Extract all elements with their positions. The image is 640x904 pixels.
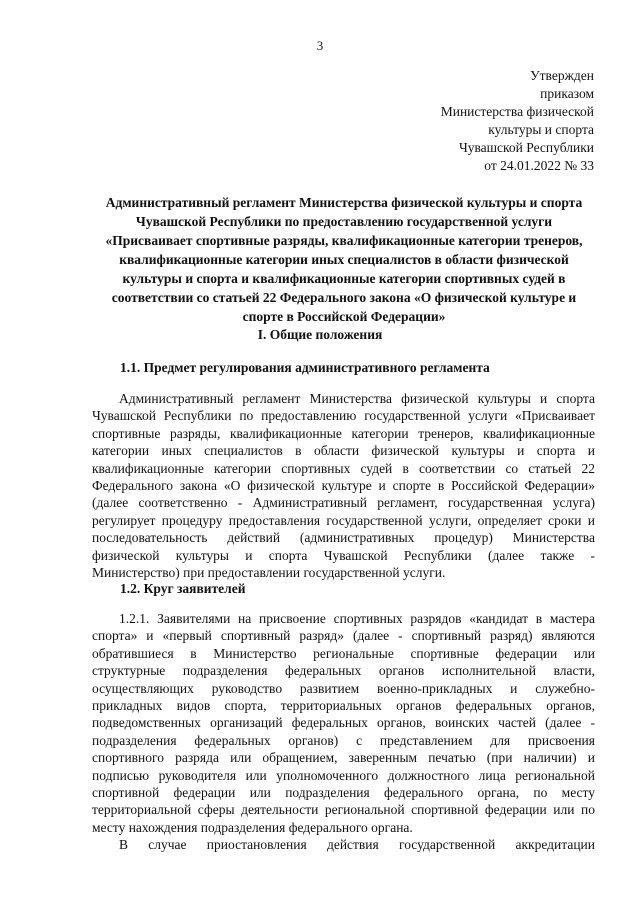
title-line: Административный регламент Министерства физической культуры и спорта: [105, 195, 583, 210]
text-line: категории иных специалистов в области физической культуры и спорта и: [92, 443, 595, 459]
document-title: [94, 193, 594, 326]
page-number: 3: [316, 38, 324, 53]
text-line: В случае приостановления действия государственной аккредитации: [119, 837, 595, 853]
text-line: осуществляющих руководство развитием военно-прикладных и служебно-: [92, 680, 595, 696]
title-line: «Присваивает спортивные разряды, квалификационные категории тренеров,: [105, 233, 583, 248]
approval-line: от 24.01.2022 № 33: [484, 158, 594, 173]
paragraph-1-2-1: [92, 610, 595, 853]
text-line: физической культуры и спорта Чувашской Республики (далее также -: [92, 547, 595, 563]
approval-line: культуры и спорта: [488, 122, 594, 137]
text-line: подписью руководителя или уполномоченного должностного лица региональной: [92, 767, 595, 783]
subsection-heading-1-1: 1.1. Предмет регулирования административного регламента: [120, 360, 490, 375]
text-line: подразделения федеральных органов) с представлением для присвоения: [92, 732, 595, 748]
paragraph-1-1: [92, 390, 595, 581]
approval-line: Утвержден: [530, 68, 594, 83]
title-line: спорте в Российской Федерации»: [242, 309, 446, 324]
text-line: последовательность действий (административных процедур) Министерства: [92, 530, 595, 546]
text-line: подведомственных организаций федеральных органов, воинских частей (далее -: [92, 715, 595, 731]
title-line: Чувашской Республики по предоставлению государственной услуги: [135, 214, 553, 229]
section-heading: I. Общие положения: [257, 327, 383, 342]
text-line: месту нахождения подразделения федерального органа.: [92, 819, 413, 835]
title-line: квалификационные категории иных специалистов в области физической: [119, 252, 569, 267]
text-line: квалификационные категории спортивных судей в соответствии со статьей 22: [92, 460, 595, 476]
subsection-heading-1-2: 1.2. Круг заявителей: [120, 581, 246, 596]
text-line: Федерального закона «О физической культуре и спорте в Российской Федерации»: [92, 477, 595, 493]
text-line: регулирует процедуру предоставления государственной услуги, определяет сроки и: [92, 512, 595, 528]
text-line: 1.2.1. Заявителями на присвоение спортивных разрядов «кандидат в мастера: [119, 611, 595, 626]
text-line: спортивные разряды, квалификационные категории тренеров, квалификационные: [92, 425, 595, 441]
text-line: прикладных видов спорта, территориальных органов федеральных органов,: [92, 697, 595, 713]
text-line: спорта» и «первый спортивный разряд» (далее - спортивный разряд) являются: [92, 628, 595, 644]
title-line: соответствии со статьей 22 Федерального закона «О физической культуре и: [111, 290, 577, 305]
text-line: территориальной сферы деятельности региональной спортивной федерации или по: [92, 802, 595, 818]
title-line: культуры и спорта и квалификационные категории спортивных судей в: [122, 271, 566, 286]
text-line: Чувашской Республики по предоставлению государственной услуги «Присваивает: [92, 408, 595, 424]
approval-line: Министерства физической: [440, 104, 594, 119]
approval-block: [441, 67, 594, 175]
approval-line: Чувашской Республики: [458, 140, 594, 155]
approval-line: приказом: [540, 86, 594, 101]
text-line: (далее соответственно - Административный регламент, государственная услуга): [92, 495, 595, 511]
text-line: структурные подразделения федеральных органов исполнительной власти,: [92, 663, 595, 679]
text-line: спортивного разряда или обращением, заверенным печатью (при наличии) и: [92, 750, 595, 766]
text-line: спортивной федерации или подразделения федерального органа, по месту: [92, 784, 595, 800]
text-line: обратившиеся в Министерство региональные спортивные федерации или: [92, 645, 595, 661]
text-line: Административный регламент Министерства физической культуры и спорта: [119, 391, 595, 406]
text-line: Министерство) при предоставлении государственной услуги.: [92, 564, 446, 580]
